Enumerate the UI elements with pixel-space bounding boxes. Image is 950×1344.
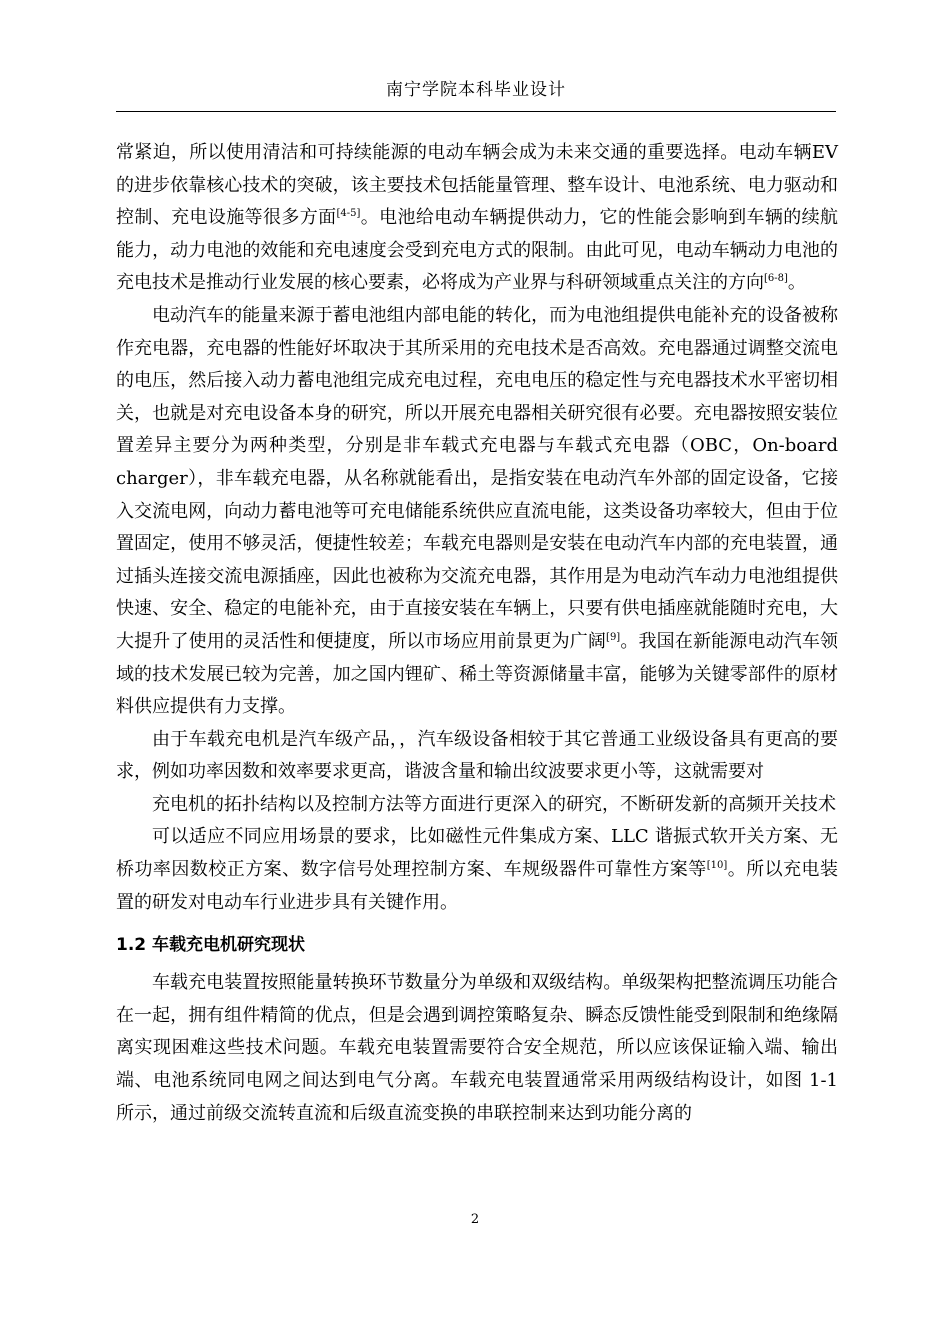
- paragraph-2-text-a: 电动汽车的能量来源于蓄电池组内部电能的转化，而为电池组提供电能补充的设备被称作充电器，充电器的性能好坏取决于其所采用的充电技术是否高效。充电器通过调整交流电的电压，然后接入动力蓄电池组完成充电过程，充电电压的稳定性与充电器技术水平密切相关，也就是对充电设备本身的研究，所以开展充电器相关研究很有必要。充电器按照安装位置差异主要分为两种类型，分别是非车载式充电器与车载式充电器（OBC，On-board charger），非车载充电器，从名称就能看出，是指安装在电动汽车外部的固定设备，它接入交流电网，向动力蓄电池等可充电储能系统供应直流电能，这类设备功率较大，但由于位置固定，使用不够灵活，便捷性较差；车载充电器则是安装在电动汽车内部的充电装置，通过插头连接交流电源插座，因此也被称为交流充电器，其作用是为电动汽车动力电池组提供快速、安全、稳定的电能补充，由于直接安装在车辆上，只要有供电插座就能随时充电，大大提升了使用的灵活性和便捷度，所以市场应用前景更为广阔: [116, 304, 838, 652]
- paragraph-3: [116, 724, 838, 789]
- paragraph-5-text-b: 。所以充电装置的研发对电动车行业进步具有关键作用。: [116, 859, 839, 913]
- header-title: 南宁学院本科毕业设计: [386, 80, 566, 100]
- citation-4-5: [4-5]: [336, 208, 361, 220]
- paragraph-5: [116, 821, 838, 919]
- citation-6-8: [6-8]: [764, 273, 788, 285]
- paragraph-2-text-b: 。我国在新能源电动汽车领域的技术发展已较为完善，加之国内锂矿、稀土等资源储量丰富，能够为关键零部件的原材料供应提供有力支撑。: [116, 630, 839, 718]
- paragraph-1-text-c: 。: [787, 272, 806, 294]
- citation-10: [10]: [706, 860, 728, 872]
- citation-9: [9]: [606, 631, 621, 643]
- page-number: 2: [470, 1212, 480, 1227]
- section-heading: 1.2 车载充电机研究现状: [116, 935, 306, 956]
- paragraph-1-text-b: 。电池给电动车辆提供动力，它的性能会影响到车辆的续航能力，动力电池的效能和充电速度会受到充电方式的限制。由此可见，电动车辆动力电池的充电技术是推动行业发展的核心要素，必将成为产业界与科研领域重点关注的方向: [116, 207, 838, 294]
- body-text: [116, 137, 838, 1130]
- section-paragraph: [116, 967, 838, 1130]
- paragraph-1-text-a: 常紧迫，所以使用清洁和可持续能源的电动车辆会成为未来交通的重要选择。电动车辆EV的进步依靠核心技术的突破，该主要技术包括能量管理、整车设计、电池系统、电力驱动和控制、充电设施等很多方面: [116, 142, 838, 229]
- paragraph-3-text-a: 由于车载充电机是汽车级产品，，汽车级设备相较于其它普通工业级设备具有更高的要求，例如功率因数和效率要求更高，谐波含量和输出纹波要求更小等，这就需要对: [116, 728, 838, 783]
- section-paragraph-text: 车载充电装置按照能量转换环节数量分为单级和双级结构。单级架构把整流调压功能合在一起，拥有组件精简的优点，但是会遇到调控策略复杂、瞬态反馈性能受到限制和绝缘隔离实现困难这些技术问题。车载充电装置需要符合安全规范，所以应该保证输入端、输出端、电池系统同电网之间达到电气分离。车载充电装置通常采用两级结构设计，如图 1-1 所示，通过前级交流转直流和后级直流变换的串联控制来达到功能分离的: [116, 972, 838, 1124]
- page-header: [116, 0, 836, 112]
- paragraph-1: [116, 137, 838, 300]
- paragraph-4-text-a: 充电机的拓扑结构以及控制方法等方面进行更深入的研究，不断研发新的高频开关技术: [152, 793, 836, 815]
- paragraph-2: [116, 300, 838, 724]
- paragraph-5-text-a: 可以适应不同应用场景的要求，比如磁性元件集成方案、LLC 谐振式软开关方案、无桥功率因数校正方案、数字信号处理控制方案、车规级器件可靠性方案等: [116, 826, 838, 881]
- paragraph-4: [116, 789, 838, 822]
